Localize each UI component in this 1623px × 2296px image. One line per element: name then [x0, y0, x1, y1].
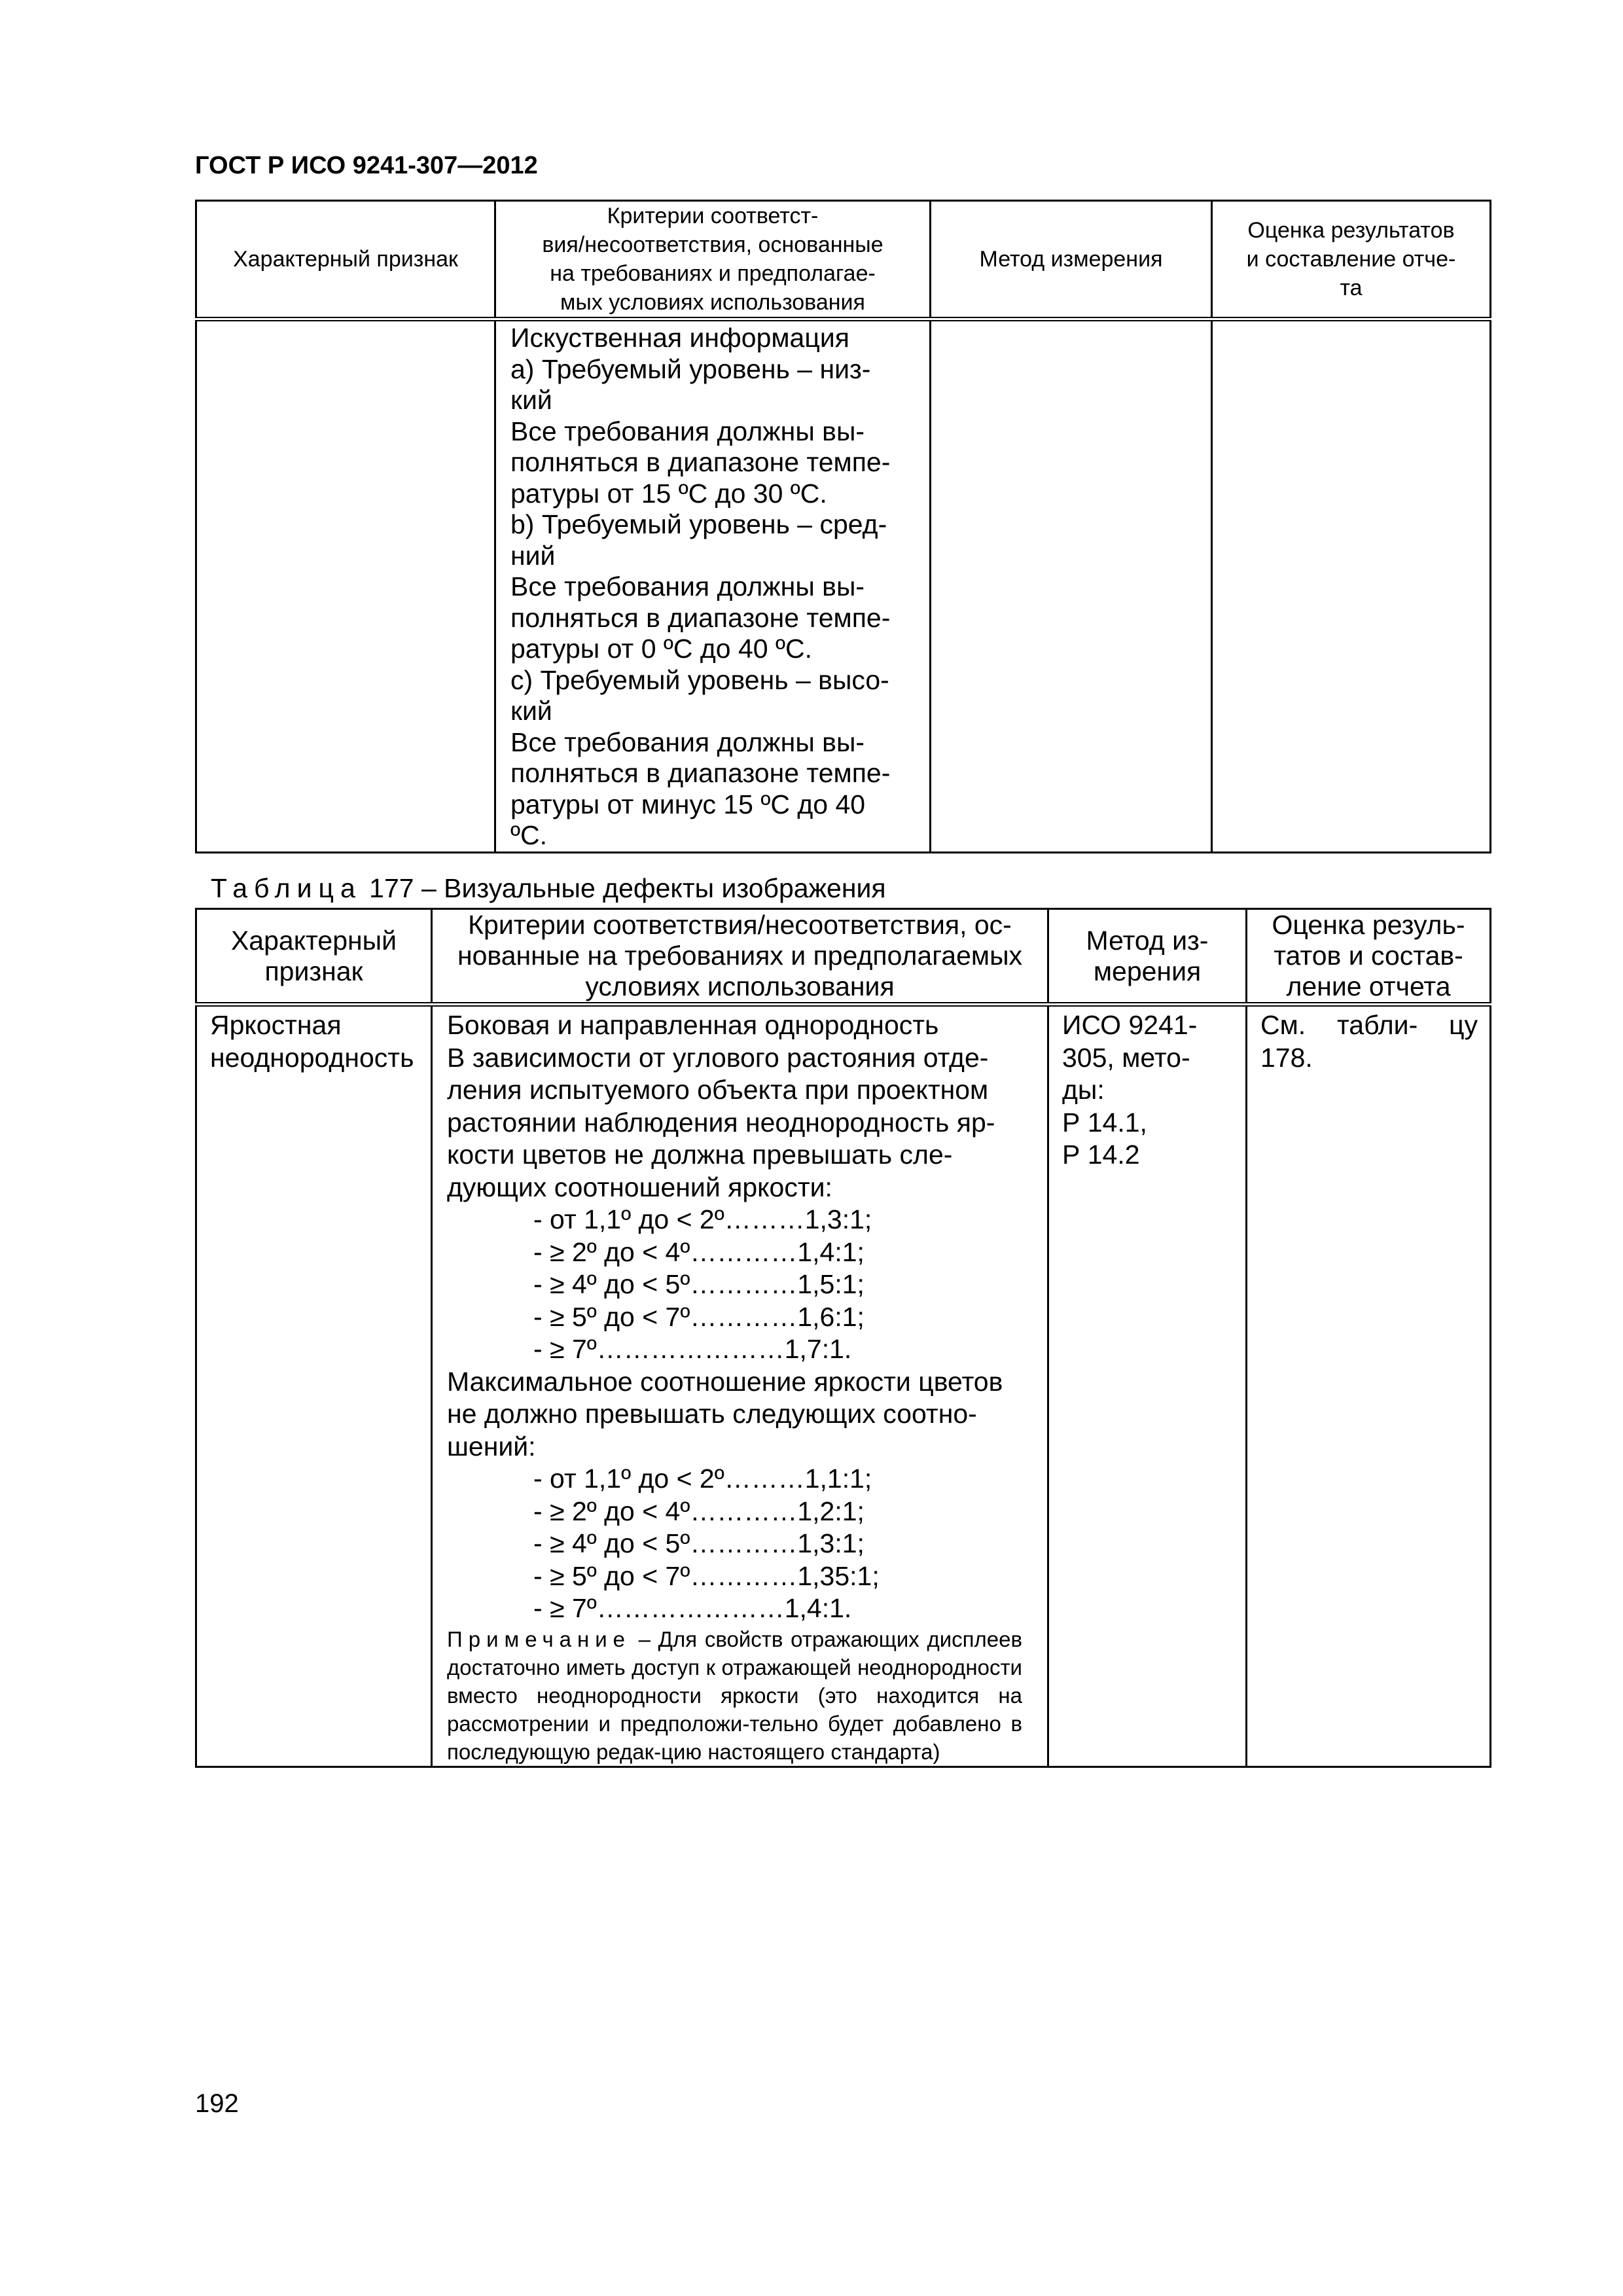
note: [447, 1625, 1022, 1766]
criteria-line: шений:: [447, 1431, 536, 1462]
criteria-cell: [432, 1005, 1048, 1767]
criteria-line: растоянии наблюдения неоднородность яр-: [447, 1107, 995, 1138]
ratio-item: - ≥ 7º…………………1,4:1.: [533, 1593, 852, 1623]
feature-cell: [196, 319, 495, 853]
method-line: Р 14.1,: [1062, 1107, 1147, 1138]
criteria-line: Искуственная информация: [510, 323, 849, 353]
column-header-method: Метод измерения: [931, 201, 1212, 319]
evaluation-cell: [1212, 319, 1491, 853]
ratio-item: - ≥ 7º…………………1,7:1.: [533, 1334, 852, 1364]
column-header-feature: [196, 909, 432, 1005]
method-cell: [1048, 1005, 1247, 1767]
column-header-criteria: [495, 201, 931, 319]
header-line: Критерии соответст-: [607, 204, 819, 228]
criteria-line: ний: [510, 540, 556, 571]
criteria-line: Максимальное соотношение яркости цветов: [447, 1366, 1003, 1397]
ratio-item: - ≥ 2º до < 4º…………1,2:1;: [533, 1496, 865, 1526]
criteria-line: ления испытуемого объекта при проектном: [447, 1075, 989, 1105]
ratio-item: - ≥ 5º до < 7º…………1,35:1;: [533, 1560, 880, 1591]
criteria-line: В зависимости от углового растояния отде-: [447, 1042, 989, 1073]
header-line: татов и состав-: [1274, 941, 1463, 971]
header-line: на требованиях и предполагае-: [550, 261, 876, 286]
criteria-line: Боковая и направленная однородность: [447, 1010, 939, 1040]
table-caption-prefix: Таблица: [211, 873, 362, 903]
page-number: 192: [195, 2089, 239, 2118]
page-header-title: ГОСТ Р ИСО 9241-307—2012: [195, 152, 538, 179]
criteria-line: не должно превышать следующих соотно-: [447, 1399, 977, 1429]
table-caption: [211, 874, 886, 903]
evaluation-cell: См. табли- цу 178.: [1247, 1005, 1491, 1767]
note-label: Примечание: [447, 1626, 632, 1651]
column-header-evaluation: [1212, 201, 1491, 319]
header-line: Характерный: [230, 925, 397, 956]
header-line: мерения: [1093, 956, 1202, 986]
note-text: – Для свойств отражающих дисплеев достаточно иметь доступ к отражающей неоднородности вместо неоднородности яркости (это находится на рассмотрении и предположи-тельно будет добавлено в последующую редак-цию настоящего стандарта): [447, 1626, 1022, 1764]
criteria-line: ратуры от минус 15 ºС до 40: [510, 789, 866, 819]
feature-cell: Яркостная неоднородность: [196, 1005, 432, 1767]
criteria-line: ºС.: [510, 820, 547, 850]
criteria-line: Все требования должны вы-: [510, 571, 865, 601]
criteria-cell: [495, 319, 931, 853]
table-continued: [195, 200, 1491, 853]
header-line: условиях использования: [585, 971, 895, 1001]
criteria-line: полняться в диапазоне темпе-: [510, 602, 891, 633]
header-line: признак: [264, 956, 363, 986]
column-header-evaluation: [1247, 909, 1491, 1005]
criteria-line: кий: [510, 385, 552, 415]
column-header-method: [1048, 909, 1247, 1005]
criteria-line: ратуры от 0 ºС до 40 ºС.: [510, 634, 812, 664]
header-line: мых условиях использования: [560, 290, 865, 315]
criteria-line: Все требования должны вы-: [510, 416, 865, 446]
column-header-criteria: [432, 909, 1048, 1005]
method-cell: [931, 319, 1212, 853]
method-line: ды:: [1062, 1075, 1105, 1105]
criteria-line: кий: [510, 696, 552, 726]
criteria-line: полняться в диапазоне темпе-: [510, 447, 891, 477]
header-line: вия/несоответствия, основанные: [542, 232, 883, 257]
ratio-item: - ≥ 2º до < 4º…………1,4:1;: [533, 1236, 865, 1267]
criteria-line: дующих соотношений яркости:: [447, 1172, 832, 1202]
method-line: ИСО 9241-: [1062, 1010, 1198, 1040]
header-line: Критерии соответствия/несоответствия, ос-: [468, 910, 1012, 940]
table-caption-text: 177 – Визуальные дефекты изображения: [361, 873, 886, 903]
header-line: ление отчета: [1286, 971, 1451, 1001]
criteria-line: кости цветов не должна превышать сле-: [447, 1139, 953, 1170]
header-line: Оценка резуль-: [1272, 910, 1465, 940]
ratio-item: - ≥ 5º до < 7º…………1,6:1;: [533, 1301, 865, 1332]
method-line: 305, мето-: [1062, 1042, 1190, 1073]
header-line: и составление отче-: [1246, 247, 1456, 272]
table-header-row: [196, 201, 1491, 319]
table-row: [196, 1005, 1491, 1767]
header-line: Метод из-: [1086, 925, 1209, 956]
ratio-item: - от 1,1º до < 2º………1,1:1;: [533, 1463, 872, 1494]
table-177: [195, 908, 1491, 1768]
table-header-row: [196, 909, 1491, 1005]
header-line: та: [1340, 276, 1363, 300]
header-line: нованные на требованиях и предполагаемых: [457, 941, 1023, 971]
criteria-line: полняться в диапазоне темпе-: [510, 758, 891, 788]
criteria-line: b) Требуемый уровень – сред-: [510, 509, 887, 539]
ratio-item: - ≥ 4º до < 5º…………1,3:1;: [533, 1528, 865, 1558]
criteria-line: ратуры от 15 ºС до 30 ºС.: [510, 478, 827, 509]
criteria-line: a) Требуемый уровень – низ-: [510, 353, 871, 384]
header-line: Оценка результатов: [1247, 218, 1455, 243]
ratio-item: - ≥ 4º до < 5º…………1,5:1;: [533, 1269, 865, 1299]
table-row: [196, 319, 1491, 853]
ratio-item: - от 1,1º до < 2º………1,3:1;: [533, 1204, 872, 1234]
criteria-line: Все требования должны вы-: [510, 726, 865, 757]
column-header-feature: Характерный признак: [196, 201, 495, 319]
criteria-line: c) Требуемый уровень – высо-: [510, 664, 889, 695]
method-line: Р 14.2: [1062, 1139, 1140, 1170]
